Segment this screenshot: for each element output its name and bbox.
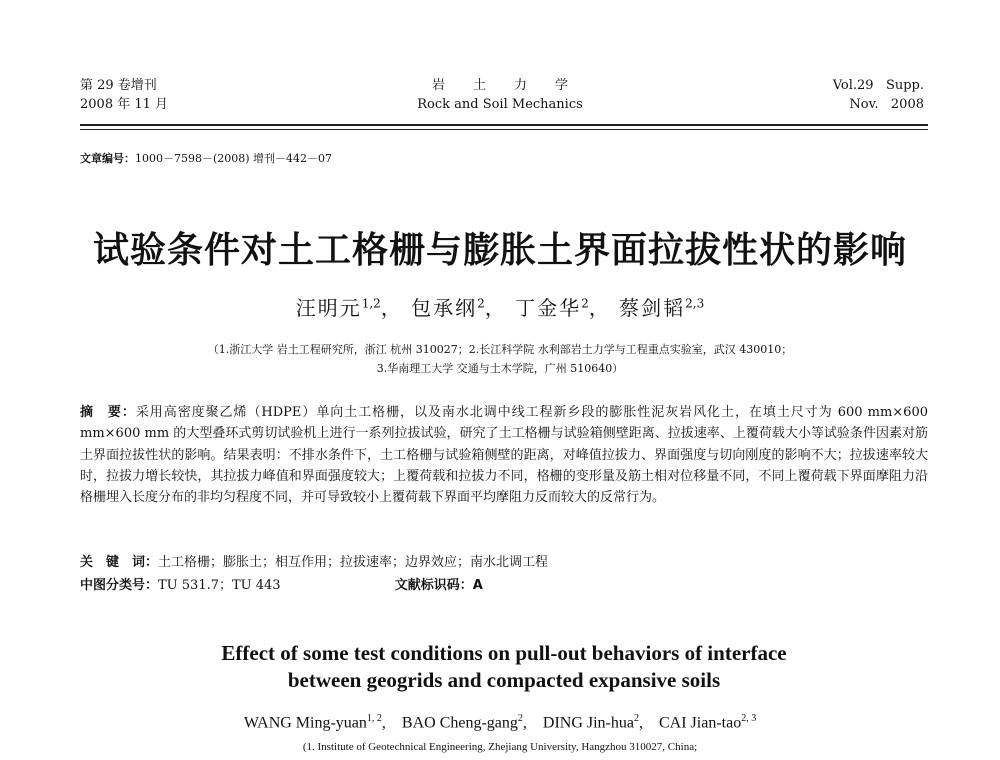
authors-cn: 汪明元$^{1,2}$， 包承纲$^2$， 丁金华$^2$， 蔡剑韬$^{2,3}$ [295, 296, 705, 320]
clc-label: 中图分类号： [80, 578, 159, 593]
authors-en: WANG Ming-yuan$^{1, 2}$, BAO Cheng-gang$^2$, DING Jin-hua$^2$, CAI Jian-tao$^{2, 3}$ [243, 713, 757, 732]
header-left [80, 76, 168, 114]
author-affil-mark: 1,2 [361, 296, 381, 311]
doc-code-label: 文献标识码： [394, 578, 473, 593]
author-en: DING Jin-hua [542, 714, 634, 732]
header-rule-thick [80, 124, 928, 126]
abstract-text: 采用高密度聚乙烯（HDPE）单向土工格栅，以及南水北调中线工程新乡段的膨胀性泥灰岩风化土，在填土尺寸为 600 mm×600 mm×600 mm 的大型叠环式剪切试验机上进行一系列拉拔试验，研究了土工格栅与试验箱侧壁距离、拉拔速率、上覆荷载大小等试验条件因素对筋土界面拉拔性状的影响。结果表明：不排水条件下，土工格栅与试验箱侧壁的距离，对峰值拉拔力、界面强度与切向刚度的影响不大；拉拔速率较大时，拉拔力增长较快，其拉拔力峰值和界面强度较大；上覆荷载和拉拔力不同，格栅的变形量及筋土相对位移量不同，不同上覆荷载下界面摩阻力沿格栅埋入长度分布的非均匀程度不同，并可导致较小上覆荷载下界面平均摩阻力反而较大的反常行为。 [80, 405, 928, 506]
abstract-label: 摘 要： [80, 405, 136, 420]
author-affil-mark: 1, 2 [366, 713, 382, 724]
keywords [80, 551, 548, 570]
paper-title-cn: 试验条件对土工格栅与膨胀土界面拉拔性状的影响 [92, 230, 907, 271]
journal-title-cn: 岩土力学 [431, 78, 596, 93]
author-cn: 包承纲 [411, 296, 478, 320]
abstract [80, 402, 928, 508]
author-en: CAI Jian-tao [658, 714, 742, 732]
author-affil-mark: 2 [581, 296, 589, 311]
author-en: WANG Ming-yuan [243, 714, 367, 732]
clc-value: TU 531.7；TU 443 [158, 578, 281, 593]
article-number-label: 文章编号： [80, 152, 135, 165]
paper-title-en [80, 640, 928, 694]
author-affil-mark: 2, 3 [741, 713, 757, 724]
author-affil-mark: 2 [517, 713, 523, 724]
article-number [80, 150, 332, 166]
affiliation-line-2: 3.华南理工大学 交通与土木学院，广州 510640） [376, 362, 624, 375]
author-affil-mark: 2 [477, 296, 485, 311]
doc-code-value: A [472, 578, 483, 593]
paper-title-en-line-2: between geogrids and compacted expansive soils [287, 668, 721, 692]
journal-title-en: Rock and Soil Mechanics [417, 97, 583, 112]
header-center [330, 76, 670, 114]
volume-en: Vol.29 Supp. [832, 78, 924, 93]
author-cn: 蔡剑韬 [619, 296, 686, 320]
author-cn: 丁金华 [515, 296, 582, 320]
affiliations-cn [120, 340, 880, 378]
date-cn: 2008 年 11 月 [80, 97, 169, 112]
affiliation-en: (1. Institute of Geotechnical Engineering, Zhejiang University, Hangzhou 310027, China; [302, 741, 698, 753]
header-right [833, 76, 924, 114]
header-rule-thin [80, 129, 928, 130]
keywords-text: 土工格栅；膨胀土；相互作用；拉拔速率；边界效应；南水北调工程 [158, 555, 549, 570]
author-en: BAO Cheng-gang [401, 714, 518, 732]
article-number-value: 1000－7598－(2008) 增刊－442－07 [135, 152, 333, 165]
author-cn: 汪明元 [295, 296, 362, 320]
paper-title-en-line-1: Effect of some test conditions on pull-out behaviors of interface [221, 641, 787, 665]
author-affil-mark: 2,3 [685, 296, 705, 311]
date-en: Nov. 2008 [849, 97, 924, 112]
volume-cn: 第 29 卷增刊 [80, 78, 157, 93]
keywords-label: 关 键 词： [80, 555, 159, 570]
author-affil-mark: 2 [633, 713, 639, 724]
classification [80, 574, 483, 593]
affiliation-line-1: （1.浙江大学 岩土工程研究所，浙江 杭州 310027；2.长江科学院 水利部岩土力学与工程重点实验室，武汉 430010； [207, 343, 793, 356]
